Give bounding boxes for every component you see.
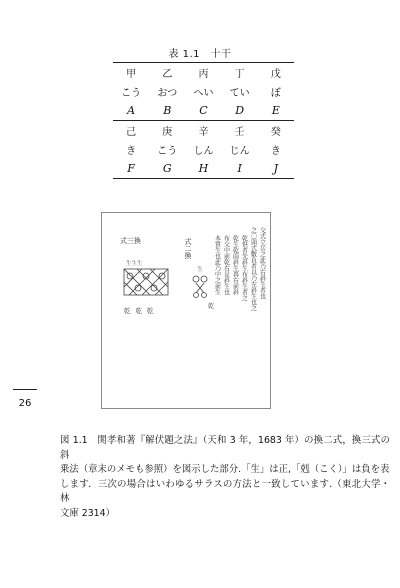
manuscript-column: 布交中前乾右是斜生也 <box>222 235 230 295</box>
table-cell: てい <box>229 88 250 99</box>
table-cell: おつ <box>157 88 178 99</box>
table-cell: 癸 <box>258 121 294 141</box>
table-cell: 戊 <box>258 63 294 83</box>
mid-label: 生 <box>197 267 203 273</box>
table-cell: へい <box>193 88 214 99</box>
table-cell: 庚 <box>149 121 185 141</box>
table-cell: 丁 <box>222 63 258 83</box>
table-cell: き <box>270 146 281 157</box>
left-heading: 式三換 <box>120 237 141 245</box>
caption-line: 図 1.1 関孝和著『解伏題之法』（天和 3 年，1683 年）の換二式，換三式の斜 <box>60 435 390 461</box>
mid-heading: 式二換 <box>184 238 192 259</box>
table-row <box>113 101 294 121</box>
table-cell: 己 <box>113 121 149 141</box>
table-cell: I <box>222 159 258 179</box>
table-cell: 甲 <box>113 63 149 83</box>
table-cell: E <box>271 104 280 117</box>
table-row <box>113 159 294 179</box>
manuscript-column: 乾供者先斜生布斜生者之 <box>240 235 248 301</box>
table-cell: 壬 <box>222 121 258 141</box>
figure-caption <box>60 434 390 521</box>
table-cell: C <box>199 104 208 117</box>
table-cell: D <box>235 104 245 117</box>
page-number-rule <box>13 389 37 390</box>
table-cell: ぼ <box>270 88 281 99</box>
caption-line: します．三次の場合はいわゆるサラスの方法と一致しています.（東北大学・林 <box>60 478 390 504</box>
table-cell: F <box>113 159 149 179</box>
manuscript-column: 之〇頭式數負者以乃左斜生也之 <box>249 227 257 311</box>
table-row <box>113 140 294 159</box>
table-row <box>113 121 294 141</box>
caption-line: 乗法（章末のメモも参照）を図示した部分.「生」は正,「剋（こく）」は負を表 <box>60 464 390 475</box>
caption-line: 文庫 2314） <box>60 507 115 519</box>
table-caption: 表 1.1 十干 <box>168 49 232 60</box>
table-cell: G <box>149 159 185 179</box>
page-number: 26 <box>18 398 32 409</box>
manuscript-columns <box>214 226 266 312</box>
table-cell: B <box>163 104 172 117</box>
table-cell: 乙 <box>149 63 185 83</box>
left-bottom-label: 乾乾乾 <box>124 307 159 315</box>
table-cell: じん <box>229 146 250 157</box>
table-cell: H <box>185 159 221 179</box>
table-cell: こう <box>157 146 178 157</box>
mid-bottom-label: 乾 <box>208 303 215 310</box>
cross-diagram <box>193 276 207 298</box>
table-cell: こう <box>121 88 142 99</box>
table-cell: J <box>258 159 294 179</box>
table-cell: しん <box>193 146 214 157</box>
table-cell: 丙 <box>185 63 221 83</box>
table-row <box>113 63 294 83</box>
table-row <box>113 82 294 101</box>
ten-stems-table <box>113 62 294 179</box>
manuscript-column: 乾生乾雨斜生再右前斜 <box>231 235 239 295</box>
table-cell: き <box>126 146 137 157</box>
manuscript-column: 交式立岳之此乃右斜生者也 <box>258 227 266 299</box>
manuscript-figure <box>101 212 271 409</box>
manuscript-column: 本質生也此乃中之前生 <box>213 235 221 295</box>
lattice-diagram <box>124 269 168 295</box>
table-cell: A <box>127 104 136 117</box>
manuscript-image <box>102 213 270 408</box>
left-sub-label: 生生生 <box>126 261 143 267</box>
table-cell: 辛 <box>185 121 221 141</box>
